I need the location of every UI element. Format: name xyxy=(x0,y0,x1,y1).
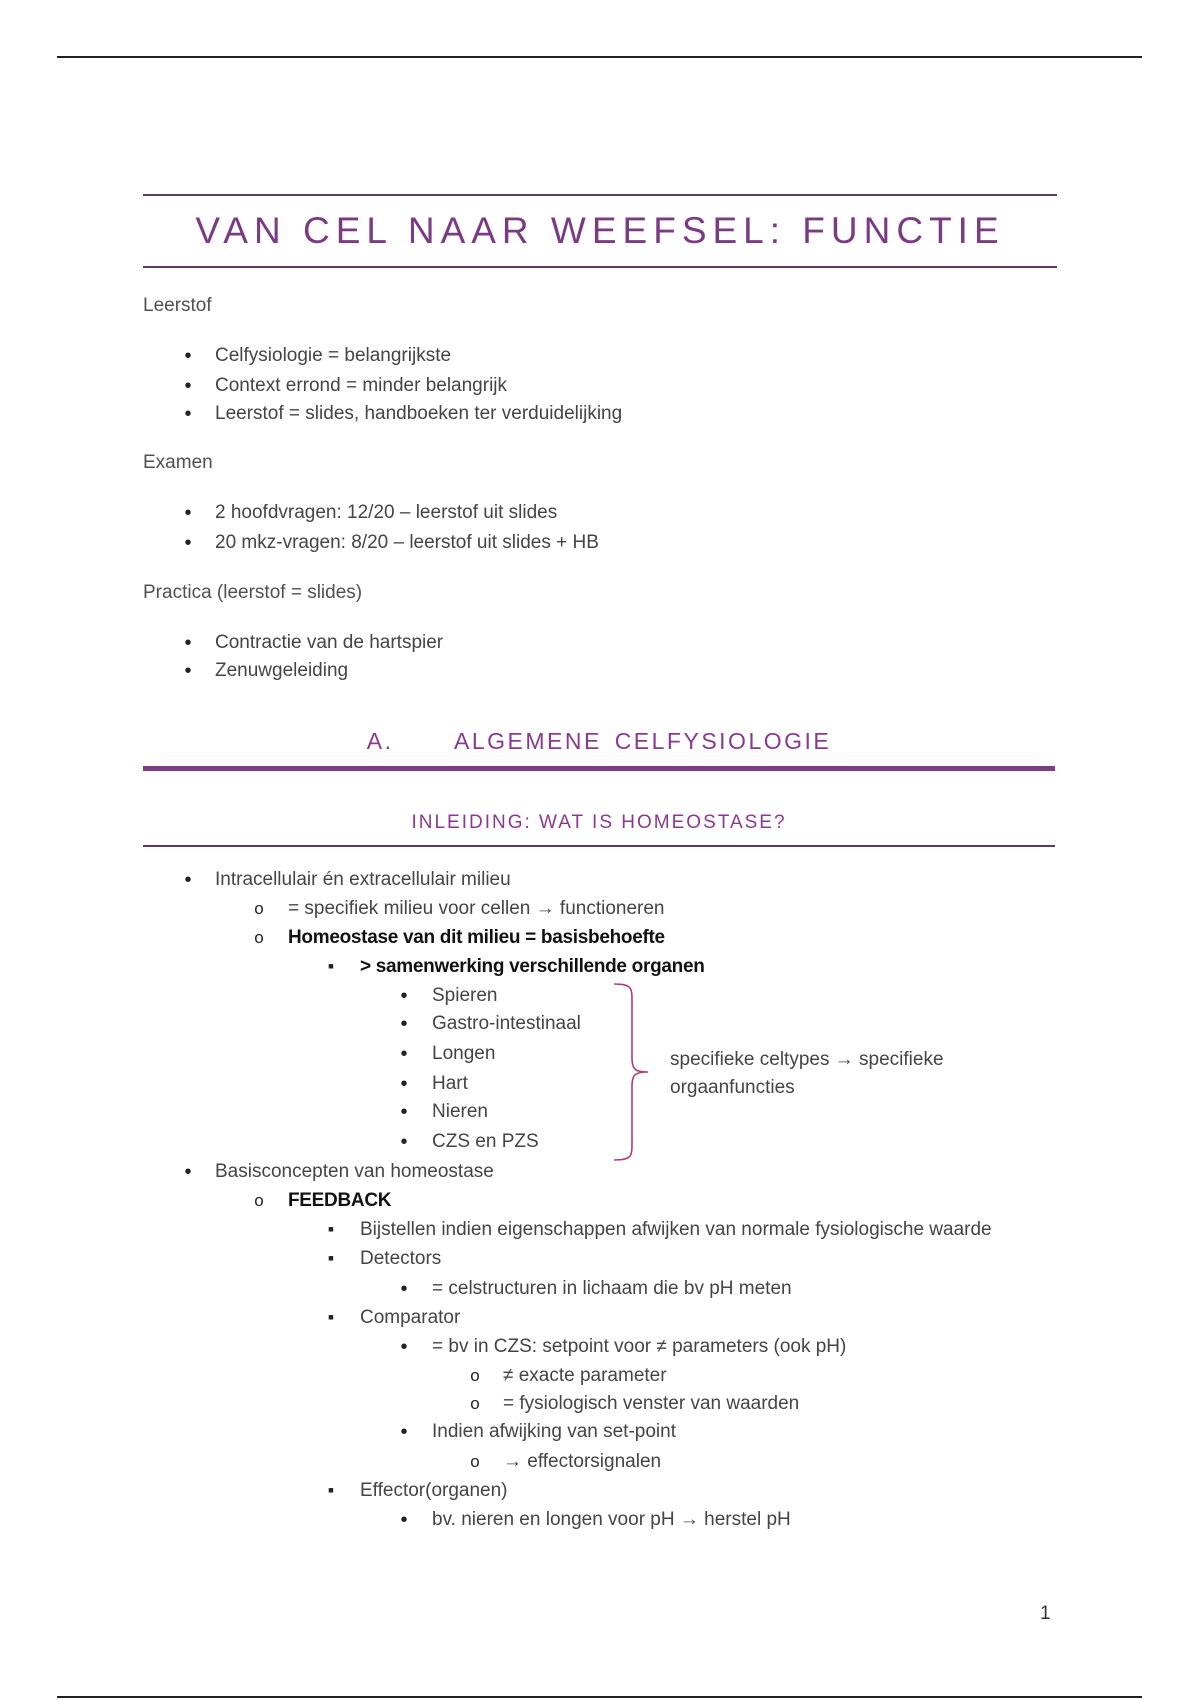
bullet-circle-icon xyxy=(465,1393,485,1415)
bullet-dot-icon xyxy=(394,1073,414,1096)
subsection-heading xyxy=(143,812,1055,848)
page-top-rule xyxy=(57,56,1142,58)
bullet-square-icon xyxy=(321,1480,341,1502)
subsection-title: INLEIDING: WAT IS HOMEOSTASE? xyxy=(411,812,787,833)
bullet-dot-icon xyxy=(394,1509,414,1532)
bullet-circle-icon xyxy=(249,927,269,949)
bullet-dot-icon xyxy=(394,1131,414,1154)
brace-note: specifieke celtypes → specifieke orgaanfuncties xyxy=(670,1049,944,1098)
bullet-square-icon xyxy=(321,956,341,978)
bullet-dot-icon xyxy=(394,1013,414,1036)
section-a-title: ALGEMENE CELFYSIOLOGIE xyxy=(453,728,832,754)
document-title: VAN CEL NAAR WEEFSEL: FUNCTIE xyxy=(195,210,1005,251)
curly-brace-icon xyxy=(612,982,652,1162)
bullet-dot-icon xyxy=(394,1043,414,1066)
section-a-heading xyxy=(143,728,1055,772)
bullet-dot-icon xyxy=(394,985,414,1008)
document-title-box xyxy=(143,194,1057,268)
subsection-rule xyxy=(143,845,1055,847)
bullet-dot-icon xyxy=(394,1336,414,1359)
page-bottom-rule xyxy=(57,1696,1142,1698)
bullet-dot-icon xyxy=(178,345,198,368)
bullet-dot-icon xyxy=(178,660,198,683)
section-a-rule xyxy=(143,766,1055,771)
page-number: 1 xyxy=(1040,1603,1051,1624)
bullet-square-icon xyxy=(321,1248,341,1270)
examen-label: Examen xyxy=(143,452,213,473)
bullet-dot-icon xyxy=(394,1421,414,1444)
bullet-square-icon xyxy=(321,1219,341,1241)
bullet-circle-icon xyxy=(249,1190,269,1212)
bullet-dot-icon xyxy=(178,375,198,398)
bullet-circle-icon xyxy=(465,1451,485,1473)
bullet-square-icon xyxy=(321,1307,341,1329)
bullet-dot-icon xyxy=(178,502,198,525)
practica-label: Practica (leerstof = slides) xyxy=(143,582,363,603)
section-a-number: A. xyxy=(366,728,394,754)
bullet-dot-icon xyxy=(178,1161,198,1184)
bullet-dot-icon xyxy=(178,869,198,892)
bullet-dot-icon xyxy=(394,1278,414,1301)
leerstof-label: Leerstof xyxy=(143,295,212,316)
bullet-dot-icon xyxy=(178,632,198,655)
bullet-dot-icon xyxy=(178,532,198,555)
bullet-dot-icon xyxy=(394,1101,414,1124)
bullet-circle-icon xyxy=(249,898,269,920)
bullet-dot-icon xyxy=(178,403,198,426)
bullet-circle-icon xyxy=(465,1365,485,1387)
